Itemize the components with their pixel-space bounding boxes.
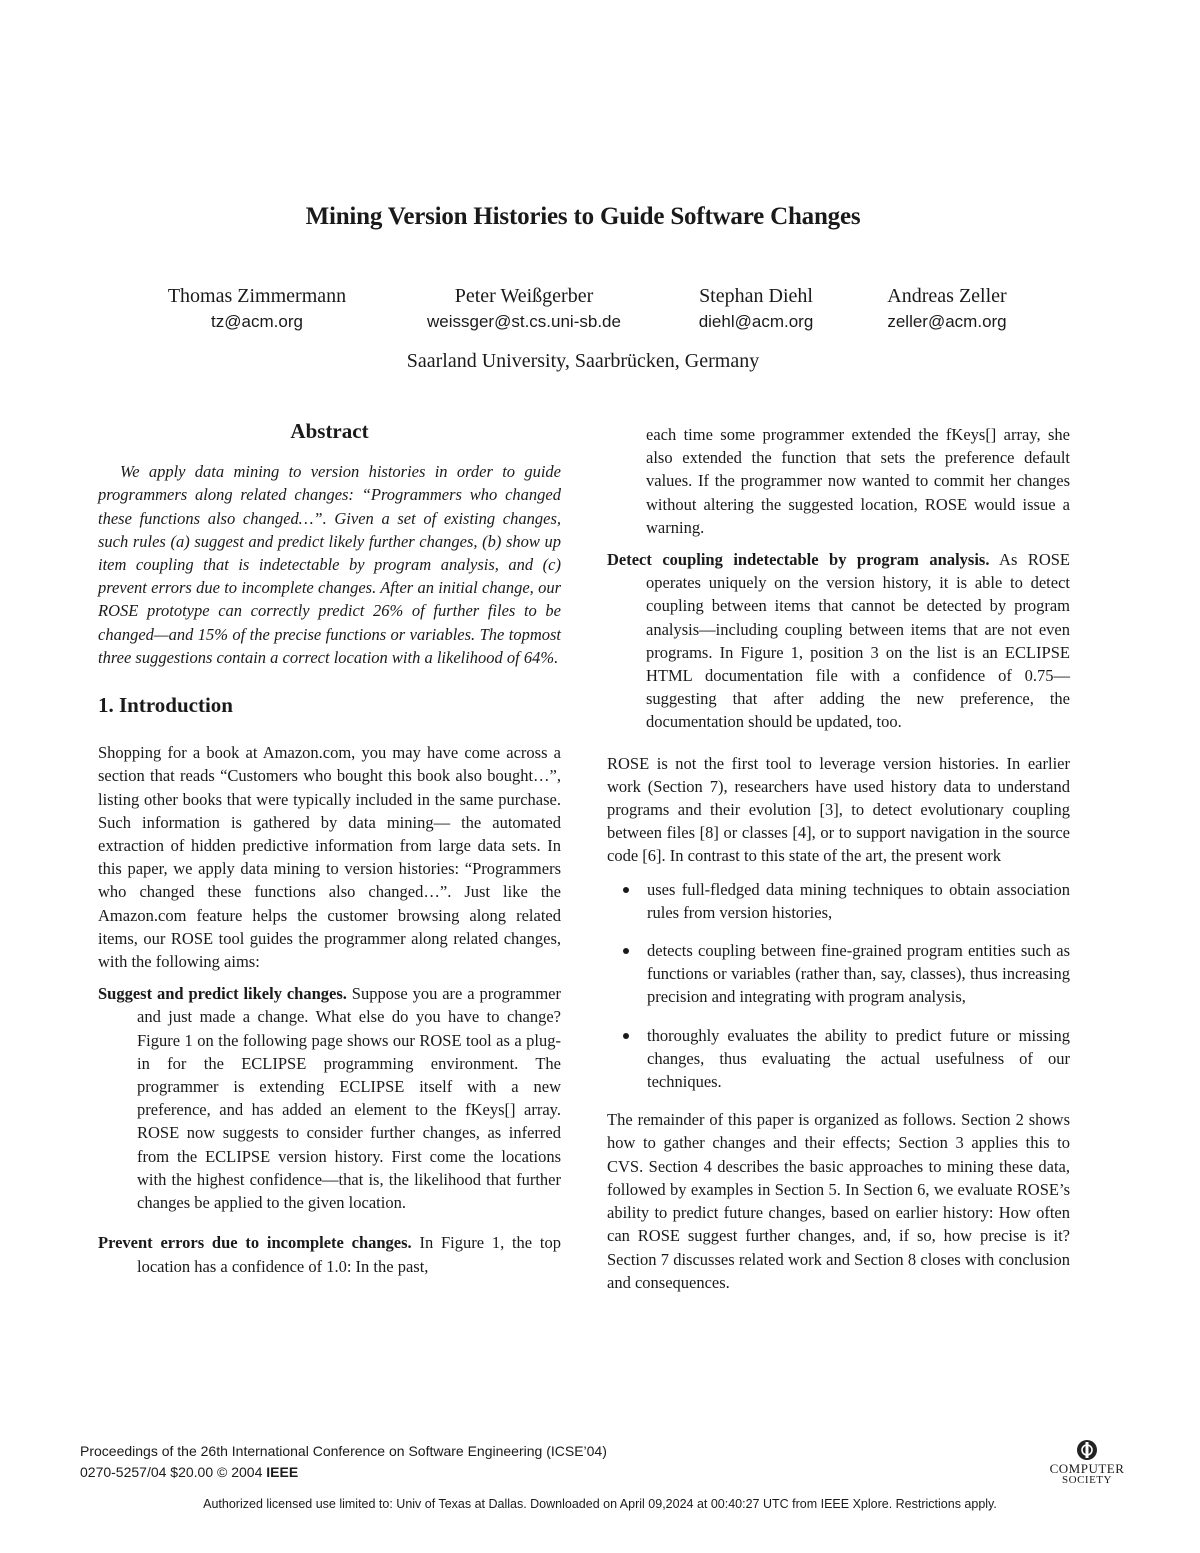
section-heading: 1. Introduction [98, 693, 233, 718]
intro-paragraph: ROSE is not the first tool to leverage version histories. In earlier work (Section 7), researchers have used history data to understand programs and their evolution [3], to detect evolutionary coupling between files [8] or classes [4], or to support navigation in the source code [6]. In contrast to this state of the art, the present work [607, 753, 1070, 866]
proceedings-line: Proceedings of the 26th International Conference on Software Engineering (ICSE’04) [80, 1443, 607, 1459]
license-notice: Authorized licensed use limited to: Univ of Texas at Dallas. Downloaded on April 09,2024 at 00:40:27 UTC from IEEE Xplore. Restrictions apply. [203, 1497, 997, 1511]
aim-text: Suppose you are a programmer and just made a change. What else do you have to change? Figure 1 on the following page shows our ROSE tool as a plug-in for the ECLIPSE programming environment. The programmer is extending ECLIPSE itself with a new preference, and has added an element to the fKeys[] array. ROSE now suggests to consider further changes, as inferred from the ECLIPSE version history. First come the locations with the highest confidence—that is, the likelihood that further changes be applied to the given location. [137, 984, 562, 1213]
list-item: thoroughly evaluates the ability to predict future or missing changes, thus evaluating the actual usefulness of our techniques. [607, 1024, 1070, 1094]
author-name: Peter Weißgerber [454, 285, 594, 307]
author-name: Stephan Diehl [699, 285, 813, 307]
abstract-heading: Abstract [290, 419, 369, 443]
ieee-emblem-icon [1074, 1438, 1100, 1462]
author-name: Thomas Zimmermann [167, 285, 347, 307]
left-column [98, 420, 561, 1278]
author-name: Andreas Zeller [887, 285, 1007, 307]
author-email[interactable]: zeller@acm.org [887, 312, 1007, 331]
author-block [676, 283, 836, 335]
bullet-icon [623, 1033, 629, 1039]
aim-text-continued: each time some programmer extended the fKeys[] array, she also extended the function that sets the preference default values. If the programmer now wanted to commit her changes without altering the suggested location, ROSE would issue a warning. [646, 425, 1070, 537]
aim-lead: Detect coupling indetectable by program analysis. [607, 550, 990, 570]
aim-text: In Figure 1, the top location has a confidence of 1.0: In the past, [137, 1233, 561, 1276]
aim-lead: Prevent errors due to incomplete changes. [98, 1233, 412, 1253]
contribution-list [607, 878, 1070, 1094]
ieee-label: IEEE [266, 1464, 299, 1480]
author-email[interactable]: diehl@acm.org [698, 312, 814, 331]
author-block [404, 283, 644, 335]
list-item: detects coupling between fine-grained program entities such as functions or variables (rather than, say, classes), thus increasing precision and integrating with program analysis, [607, 939, 1070, 1009]
author-block [145, 283, 369, 335]
aim-item [607, 548, 1070, 734]
right-column [607, 423, 1070, 1294]
aim-item [98, 1231, 561, 1277]
intro-paragraph: The remainder of this paper is organized as follows. Section 2 shows how to gather changes and their effects; Section 3 applies this to CVS. Section 4 describes the basic approaches to mining these data, followed by examples in Section 5. In Section 6, we evaluate ROSE’s ability to predict future changes, based on earlier history: How often can ROSE suggest further changes, and, if so, how precise is it? Section 7 discusses related work and Section 8 closes with conclusion and consequences. [607, 1110, 1070, 1292]
intro-paragraph: Shopping for a book at Amazon.com, you may have come across a section that reads “Customers who bought this book also bought…”, listing other books that were typically included in the same purchase. Such information is gathered by data mining— the automated extraction of hidden predictive information from large data sets. In this paper, we apply data mining to version histories: “Programmers who changed these functions also changed…”. Just like the Amazon.com feature helps the customer browsing along related items, our ROSE tool guides the programmer along related changes, with the following aims: [98, 743, 561, 972]
aim-text: As ROSE operates uniquely on the version history, it is able to detect coupling between items that cannot be detected by program analysis—including coupling between items that are not even programs. In Figure 1, position 3 on the list is an ECLIPSE HTML documentation file with a confidence of 0.75—suggesting that after adding the new preference, the documentation should be updated, too. [646, 550, 1071, 732]
aim-item [98, 982, 561, 1214]
logo-text: COMPUTER [1049, 1461, 1125, 1476]
proceedings-footer [80, 1441, 607, 1483]
copyright-line: 0270-5257/04 $20.00 © 2004 IEEE [80, 1464, 299, 1480]
paper-title: Mining Version Histories to Guide Software Changes [305, 203, 861, 230]
bullet-icon [623, 887, 629, 893]
aim-lead: Suggest and predict likely changes. [98, 984, 347, 1004]
bullet-icon [623, 948, 629, 954]
author-email[interactable]: tz@acm.org [211, 312, 303, 331]
author-block [862, 283, 1032, 335]
logo-text: SOCIETY [1062, 1474, 1112, 1486]
affiliation: Saarland University, Saarbrücken, Germany [406, 350, 760, 372]
abstract-text: We apply data mining to version histories in order to guide programmers along related changes: “Programmers who changed these functions also changed…”. Given a set of existing changes, such rules (a) suggest and predict likely further changes, (b) show up item coupling that is indetectable by program analysis, and (c) prevent errors due to incomplete changes. After an initial change, our ROSE prototype can correctly predict 26% of further files to be changed—and 15% of the precise functions or variables. The topmost three suggestions contain a correct location with a likelihood of 64%. [98, 462, 561, 667]
list-item: uses full-fledged data mining techniques to obtain association rules from version histories, [607, 878, 1070, 924]
author-email[interactable]: weissger@st.cs.uni-sb.de [427, 312, 621, 331]
computer-society-logo [1042, 1438, 1132, 1486]
